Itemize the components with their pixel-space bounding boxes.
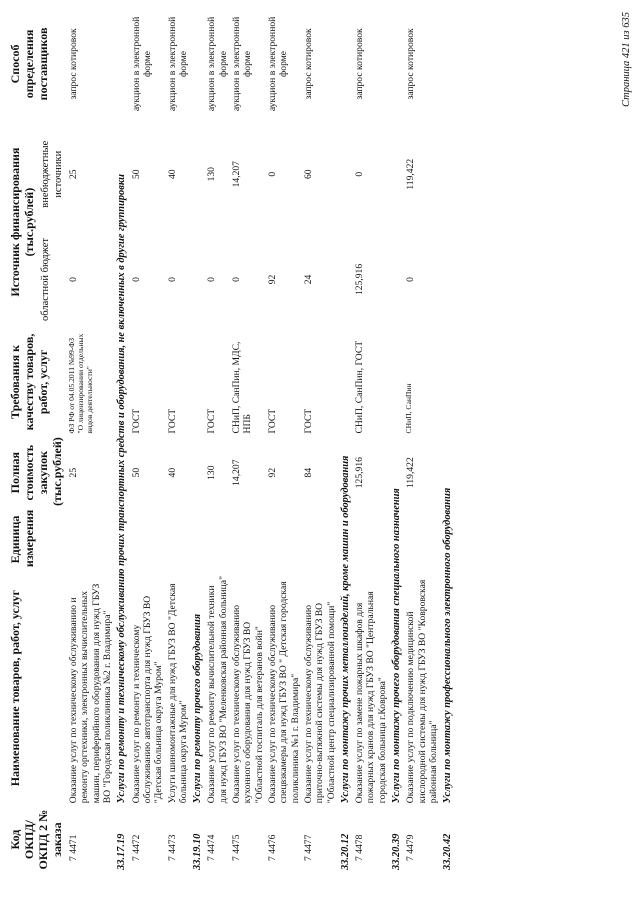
group-title: Услуги по монтажу прочего оборудования специального назначения [391,488,403,804]
unit-cell [166,509,191,570]
extra-budget-sources: 0 [354,171,366,177]
regional-budget: 0 [206,277,218,282]
total-cost: 92 [266,467,278,478]
order-code: 7 4477 [302,834,314,861]
table-row [230,11,266,873]
regional-budget: 125,916 [354,263,366,296]
quality-requirements: ГОСТ [206,408,218,434]
order-code: 7 4473 [166,834,178,861]
unit-cell [353,509,389,570]
procurement-table [6,11,456,873]
regional-budget: 92 [266,274,278,285]
group-row [190,11,205,873]
unit-cell [266,509,302,570]
total-cost: 25 [68,467,80,478]
group-title: Услуги по монтажу профессионального электронного оборудования [442,487,454,804]
group-title: Услуги по ремонту прочего оборудования [192,613,204,804]
group-code: 33.20.12 [339,833,351,870]
procurement-method: аукцион в электронной форме [166,16,189,112]
regional-budget: 24 [302,274,314,285]
order-code: 7 4471 [68,834,80,861]
group-row [440,11,455,873]
table-body [67,11,455,873]
order-code: 7 4478 [354,834,366,861]
quality-requirements: ГОСТ [130,408,142,434]
total-cost: 119,422 [405,457,417,489]
total-cost: 125,916 [354,457,366,489]
total-cost: 40 [166,467,178,478]
header-finance: Источник финансирования (тыс.рублей) [8,147,37,297]
header-code: Код ОКПД/ ОКПД 2 № заказа [8,809,65,870]
procurement-method: запрос котировок [405,28,417,100]
group-title: Услуги по монтажу прочих металлоизделий, кроме машин и оборудования [339,455,351,804]
order-code: 7 4472 [130,834,142,861]
table-row [353,11,389,873]
header-finance-extra: внебюджетные источники [40,140,64,208]
order-code: 7 4476 [266,834,278,861]
extra-budget-sources: 0 [266,171,278,177]
procurement-method: аукцион в электронной форме [231,16,254,112]
unit-cell [67,509,114,570]
unit-cell [404,509,440,570]
order-code: 7 4479 [405,834,417,861]
quality-requirements: ГОСТ [266,408,278,434]
unit-cell [130,509,166,570]
table-row [130,11,166,873]
total-cost: 50 [130,467,142,478]
unit-cell [302,509,338,570]
extra-budget-sources: 119,422 [405,158,417,190]
total-cost: 84 [302,467,314,478]
quality-requirements: ФЗ РФ от 04.05.2011 №99-ФЗ "О лицензировании отдельных видов деятельности" [67,333,94,434]
extra-budget-sources: 60 [302,169,314,180]
item-name: Оказание услуг по ремонту и техническому обслуживанию автотранспорта для нужд ГБУЗ ВО "Детская больница округа Муром" [130,595,165,804]
table-row [67,11,114,873]
page-number: Страница 421 из 635 [621,12,632,108]
item-name: Оказание услуг по подключению медицинской кислородной системы для нужд ГБУЗ ВО "Ковровская районная больница" [405,579,439,804]
item-name: Оказание услуг по техническому обслуживанию приточно-вытяжной системы для нужд ГБУЗ ВО "Областной центр специализированной помощи" [302,601,337,804]
header-row [6,11,38,873]
regional-budget: 0 [405,277,417,282]
extra-budget-sources: 25 [68,169,80,180]
total-cost: 130 [206,465,218,480]
order-code: 7 4474 [206,834,218,861]
total-cost: 14,207 [231,459,243,486]
unit-cell [205,509,230,570]
extra-budget-sources: 50 [130,169,142,180]
group-code: 33.20.42 [442,833,454,870]
regional-budget: 0 [130,277,142,282]
procurement-method: запрос котировок [68,28,80,100]
item-name: Услуги шиномонтажные для нужд ГБУЗ ВО "Детская больница округа Муром" [166,583,189,804]
table-row [205,11,230,873]
procurement-method: запрос котировок [354,28,366,100]
header-name: Наименование товаров, работ, услуг [8,590,22,787]
quality-requirements: СНиП, СанПин, МДС, НПБ [231,341,254,434]
procurement-method: аукцион в электронной форме [130,16,153,112]
item-name: Оказание услуг по ремонту вычислительной техники для нужд ГБУЗ ВО "Меленковская районная больница" [206,576,229,804]
extra-budget-sources: 130 [206,167,218,182]
item-name: Оказание услуг по техническому обслуживанию спецвзкамеры для нужд ГБУЗ ВО " Детская городская поликлиника №1 г. Владимира" [266,581,301,804]
group-code: 33.19.10 [192,833,204,870]
header-unit: Единица измерения [8,509,37,568]
extra-budget-sources: 14,207 [231,161,243,188]
order-code: 7 4475 [231,834,243,861]
regional-budget: 0 [231,277,243,282]
header-requirements: Требования к качеству товаров, работ, услуг [8,333,51,431]
item-name: Оказание услуг по замене пожарных шкафов для пожарных кранов для нужд ГБУЗ ВО "Центральная городская больница г.Коврова" [354,591,388,804]
group-row [114,11,129,873]
table-row [404,11,440,873]
unit-cell [230,509,266,570]
quality-requirements: СНиП, СанПин [404,383,414,434]
procurement-method: запрос котировок [302,28,314,100]
quality-requirements: СНиП, СанПин, ГОСТ [354,340,366,434]
table-row [266,11,302,873]
item-name: Оказание услуг по техническому обслуживанию кухонного оборудования для нужд ГБУЗ ВО "Областной госпиталь для ветеранов войн" [231,604,265,804]
table-row [302,11,338,873]
header-method: Способ определения поставщиков [8,27,51,101]
procurement-method: аукцион в электронной форме [266,16,290,112]
header-cost: Полная стоимость закупок (тыс.рублей) [8,437,65,506]
group-row [389,11,404,873]
header-finance-budget: областной бюджет [40,237,52,321]
extra-budget-sources: 40 [166,169,178,180]
quality-requirements: ГОСТ [302,408,314,434]
regional-budget: 0 [68,277,80,282]
group-code: 33.17.19 [116,833,128,870]
group-row [338,11,353,873]
item-name: Оказание услуг по техническому обслуживанию и ремонту оргтехники, электронных вычислительных машин, периферийного оборудования для нужд ГБУЗ ВО "Городская поликлиника №2 г. Владимира" [68,583,113,804]
procurement-method: аукцион в электронной форме [206,16,229,112]
regional-budget: 0 [166,277,178,282]
group-title: Услуги по ремонту и техническому обслуживанию прочих транспортных средств и оборудования, не включенных в другие группировки [116,174,128,804]
quality-requirements: ГОСТ [166,408,178,434]
table-row [166,11,191,873]
group-code: 33.20.39 [391,833,403,870]
